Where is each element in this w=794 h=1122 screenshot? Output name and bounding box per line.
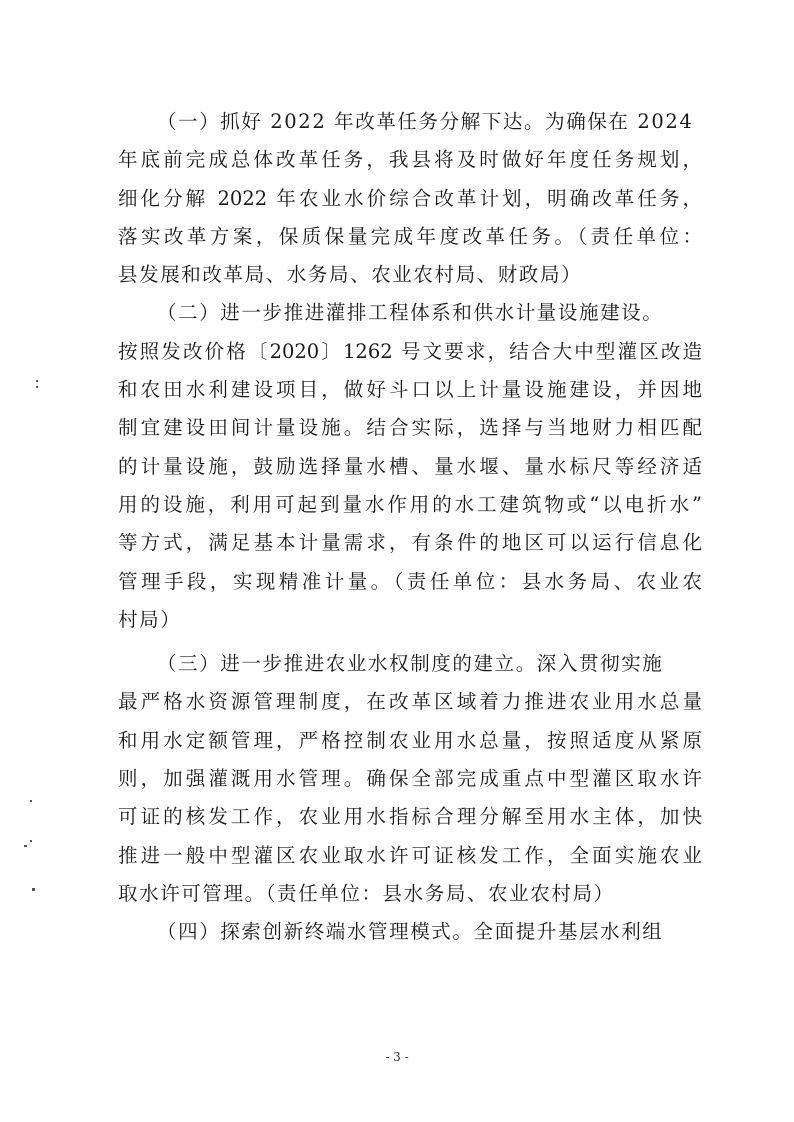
paragraph-2-line-3: 和农田水利建设项目，做好斗口以上计量设施建设，并因地: [118, 378, 702, 402]
paragraph-2-line-1: （二）进一步推进灌排工程体系和供水计量设施建设。: [157, 301, 664, 325]
scan-mark-6: [32, 888, 35, 891]
scan-mark-3: [30, 800, 32, 802]
paragraph-2-line-7: 等方式，满足基本计量需求，有条件的地区可以运行信息化: [118, 531, 702, 555]
paragraph-2-line-6: 用的设施，利用可起到量水作用的水工建筑物或“以电折水”: [118, 492, 702, 516]
paragraph-4-line-1: （四）探索创新终端水管理模式。全面提升基层水利组: [157, 920, 664, 944]
paragraph-1-line-2: 年底前完成总体改革任务，我县将及时做好年度任务规划，: [118, 148, 702, 172]
paragraph-3-line-7: 取水许可管理。（责任单位：县水务局、农业农村局）: [118, 881, 615, 905]
page-number: - 3 -: [385, 1050, 409, 1064]
paragraph-3-line-1: （三）进一步推进农业水权制度的建立。深入贯彻实施: [157, 652, 664, 676]
paragraph-3-line-3: 和用水定额管理，严格控制农业用水总量，按照适度从紧原: [118, 728, 702, 752]
paragraph-1-line-3: 细化分解 2022 年农业水价综合改革计划，明确改革任务，: [118, 186, 702, 210]
paragraph-3-line-2: 最严格水资源管理制度，在改革区域着力推进农业用水总量: [118, 690, 702, 714]
paragraph-3-line-6: 推进一般中型灌区农业取水许可证核发工作，全面实施农业: [118, 843, 702, 867]
scan-mark-1: [36, 380, 38, 382]
paragraph-2-line-2: 按照发改价格〔2020〕1262 号文要求，结合大中型灌区改造: [118, 339, 702, 363]
paragraph-1-line-1: （一）抓好 2022 年改革任务分解下达。为确保在 2024: [157, 110, 694, 133]
paragraph-3-line-5: 可证的核发工作，农业用水指标合理分解至用水主体，加快: [118, 805, 702, 829]
scan-mark-5: [24, 845, 27, 847]
scan-mark-4: [30, 840, 32, 842]
paragraph-3-line-4: 则，加强灌溉用水管理。确保全部完成重点中型灌区取水许: [118, 767, 702, 791]
paragraph-2-line-8: 管理手段，实现精准计量。（责任单位：县水务局、农业农: [118, 569, 702, 593]
document-body: [118, 103, 702, 952]
paragraph-2-line-5: 的计量设施，鼓励选择量水槽、量水堰、量水标尺等经济适: [118, 454, 702, 478]
paragraph-1-line-4: 落实改革方案，保质保量完成年度改革任务。（责任单位：: [118, 224, 702, 248]
paragraph-2-line-4: 制宜建设田间计量设施。结合实际，选择与当地财力相匹配: [118, 416, 702, 440]
paragraph-2-line-9: 村局）: [118, 607, 182, 631]
paragraph-1-line-5: 县发展和改革局、水务局、农业农村局、财政局）: [118, 263, 583, 287]
scan-mark-2: [36, 386, 38, 388]
